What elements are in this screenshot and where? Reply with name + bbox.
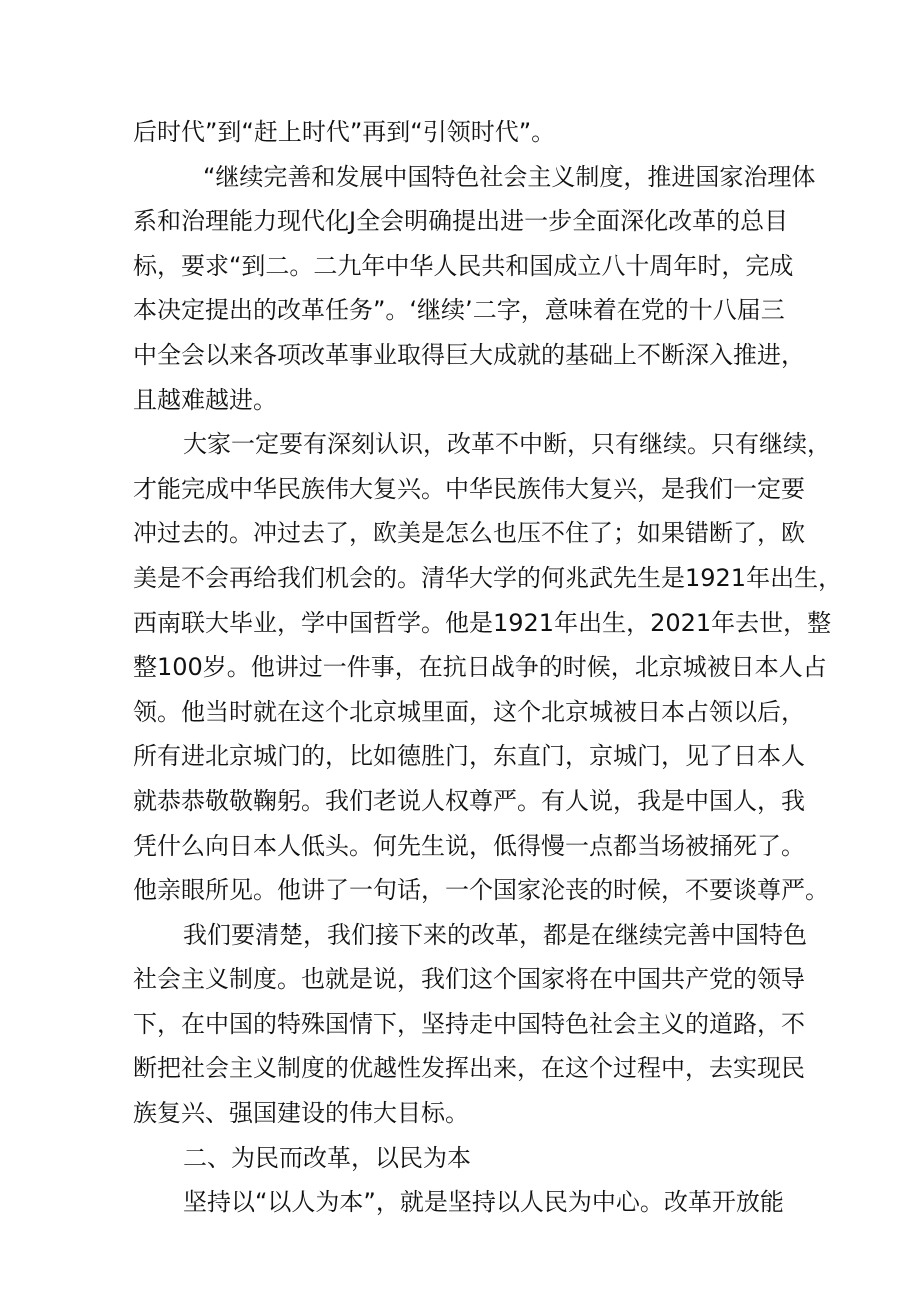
text-line: 社会主义制度。也就是说，我们这个国家将在中国共产党的领导 xyxy=(133,965,805,994)
text-line: 系和治理能力现代化J全会明确提出进一步全面深化改革的总目 xyxy=(133,207,789,236)
section-heading: 二、为民而改革，以民为本 xyxy=(183,1143,471,1172)
text-line: 族复兴、强国建设的伟大目标。 xyxy=(133,1099,469,1128)
text-line: 凭什么向日本人低头。何先生说，低得慢一点都当场被捅死了。 xyxy=(133,831,805,860)
text-line: 中全会以来各项改革事业取得巨大成就的基础上不断深入推进， xyxy=(133,340,805,369)
text-line: 西南联大毕业，学中国哲学。他是1921年出生，2021年去世，整 xyxy=(133,608,832,637)
text-line: 且越难越进。 xyxy=(133,385,277,414)
text-line: 整100岁。他讲过一件事，在抗日战争的时候，北京城被日本人占 xyxy=(133,653,827,682)
text-line: 断把社会主义制度的优越性发挥出来，在这个过程中，去实现民 xyxy=(133,1054,805,1083)
text-line: 冲过去的。冲过去了，欧美是怎么也压不住了；如果错断了，欧 xyxy=(133,519,805,548)
text-line: 领。他当时就在这个北京城里面，这个北京城被日本占领以后， xyxy=(133,697,805,726)
text-line: 就恭恭敬敬鞠躬。我们老说人权尊严。有人说，我是中国人，我 xyxy=(133,786,805,815)
text-line: 标，要求“到二。二九年中华人民共和国成立八十周年时，完成 xyxy=(133,251,794,280)
paragraph-start-line: 坚持以“以人为本”，就是坚持以人民为中心。改革开放能 xyxy=(183,1188,784,1217)
text-line: 所有进北京城门的，比如德胜门，东直门，京城门，见了日本人 xyxy=(133,742,805,771)
text-line: 他亲眼所见。他讲了一句话，一个国家沦丧的时候，不要谈尊严。 xyxy=(133,876,829,905)
text-line: 本决定提出的改革任务”。‘继续’二字，意味着在党的十八届三 xyxy=(133,296,785,325)
text-line: 后时代”到“赶上时代”再到“引领时代”。 xyxy=(133,118,556,146)
text-line: 才能完成中华民族伟大复兴。中华民族伟大复兴，是我们一定要 xyxy=(133,474,805,503)
body-text xyxy=(133,110,843,1225)
paragraph-start-line: 我们要清楚，我们接下来的改革，都是在继续完善中国特色 xyxy=(183,920,807,949)
text-line: 美是不会再给我们机会的。清华大学的何兆武先生是1921年出生， xyxy=(133,563,843,592)
paragraph-start-line: 大家一定要有深刻认识，改革不中断，只有继续。只有继续， xyxy=(183,430,831,459)
paragraph-start-line: “继续完善和发展中国特色社会主义制度，推进国家治理体 xyxy=(203,162,816,191)
text-line: 下，在中国的特殊国情下，坚持走中国特色社会主义的道路，不 xyxy=(133,1009,805,1038)
